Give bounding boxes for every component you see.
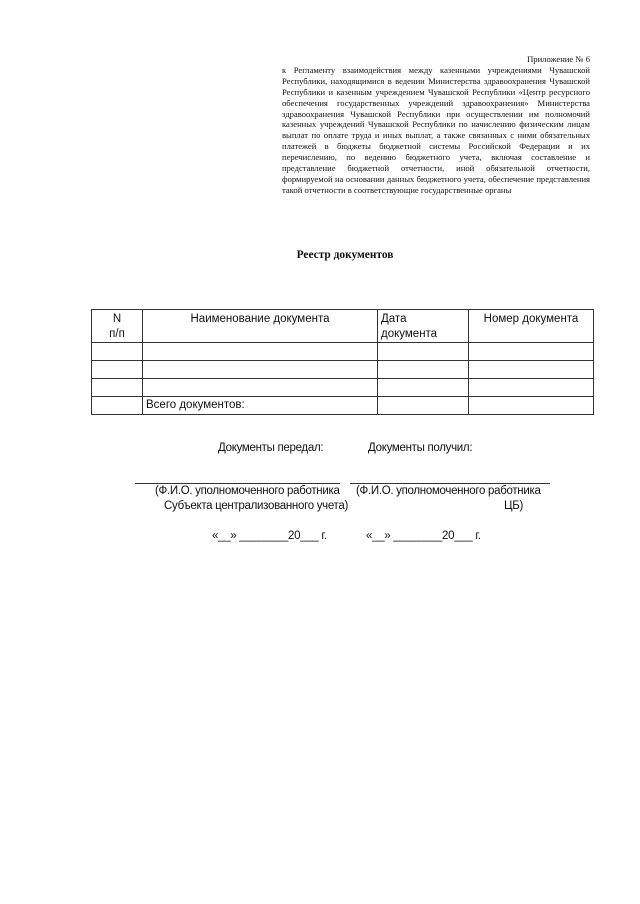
table-cell — [469, 361, 594, 379]
table-row — [92, 361, 594, 379]
table-cell — [469, 379, 594, 397]
header-number-line1: N — [112, 313, 122, 325]
table-total-row — [92, 397, 594, 415]
table-cell — [469, 343, 594, 361]
header-date: Дата документа — [378, 310, 469, 343]
appendix-block — [282, 54, 590, 196]
table-cell — [143, 361, 378, 379]
table-row — [92, 343, 594, 361]
table-row — [92, 379, 594, 397]
receiver-signature-line — [350, 483, 550, 484]
sender-caption-line1: (Ф.И.О. уполномоченного работника — [155, 485, 340, 497]
table-header-row — [92, 310, 594, 343]
total-label: Всего документов: — [143, 397, 378, 415]
header-number — [92, 310, 143, 343]
table-cell — [378, 379, 469, 397]
table-cell — [378, 397, 469, 415]
table-cell — [92, 379, 143, 397]
table-cell — [92, 361, 143, 379]
receiver-date: «__» ________20___ г. — [366, 530, 481, 542]
table-cell — [469, 397, 594, 415]
appendix-text: к Регламенту взаимодействия между казенными учреждениями Чувашской Республики, находящимися в ведении Министерства здравоохранения Чувашской Республики и казенным учреждением Чувашской Республики «Центр ресурсного обеспечения государственных учреждений здравоохранения» Министерства здравоохранения Чувашской Республики при осуществлении им полномочий казенных учреждений Чувашской Республики по начислению физическим лицам выплат по оплате труда и иных выплат, а также связанных с ними обязательных платежей в бюджеты бюджетной системы Российской Федерации и их перечислению, по ведению бюджетного учета, включая составление и представление бюджетной отчетности, иной обязательной отчетности, формируемой на основании данных бюджетного учета, обеспечение представления такой отчетности в соответствующие государственные органы — [282, 64, 590, 195]
table-cell — [143, 379, 378, 397]
table-cell — [92, 397, 143, 415]
register-table — [91, 309, 594, 415]
document-title: Реестр документов — [296, 249, 394, 261]
sender-label: Документы передал: — [218, 442, 324, 454]
header-name: Наименование документа — [143, 310, 378, 343]
header-doc-number: Номер документа — [469, 310, 594, 343]
table-cell — [378, 361, 469, 379]
receiver-label: Документы получил: — [368, 442, 473, 454]
sender-signature-line — [135, 483, 340, 484]
sender-caption-line2: Субъекта централизованного учета) — [164, 500, 349, 512]
receiver-caption-line2: ЦБ) — [504, 500, 523, 512]
receiver-caption-line1: (Ф.И.О. уполномоченного работника — [356, 485, 541, 497]
table-cell — [92, 343, 143, 361]
header-number-line2: п/п — [109, 328, 125, 340]
appendix-number: Приложение № 6 — [527, 54, 590, 64]
table-cell — [143, 343, 378, 361]
table-cell — [378, 343, 469, 361]
sender-date: «__» ________20___ г. — [212, 530, 327, 542]
